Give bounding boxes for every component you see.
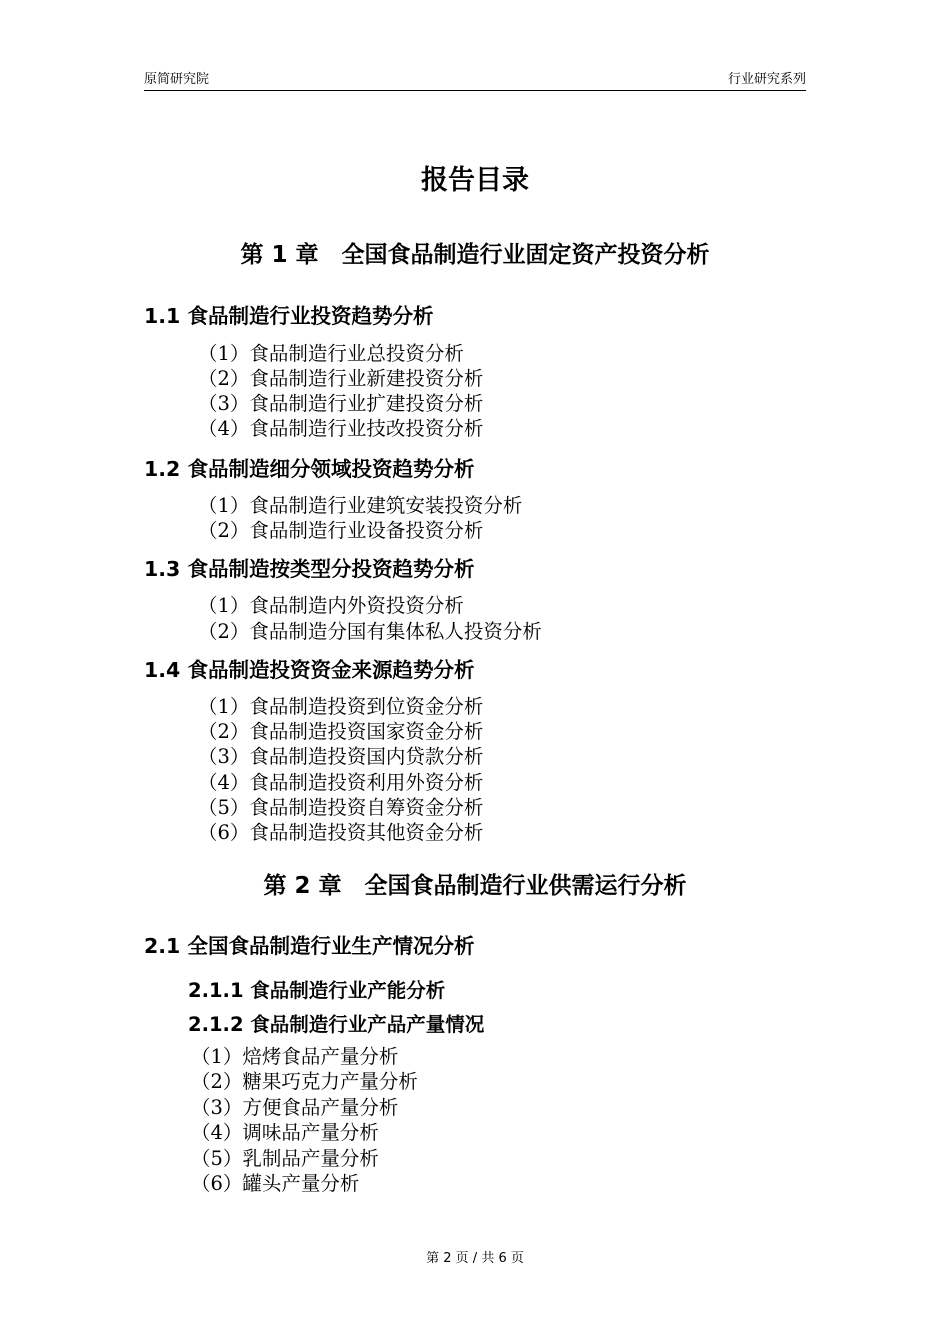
page-header (144, 66, 806, 91)
toc-item: （4）食品制造行业技改投资分析 (198, 417, 484, 440)
toc-item: （3）食品制造行业扩建投资分析 (198, 392, 484, 415)
toc-item: （6）食品制造投资其他资金分析 (198, 821, 484, 844)
document-title: 报告目录 (421, 165, 529, 196)
toc-item: （3）方便食品产量分析 (191, 1096, 399, 1119)
section-1-1: 1.1 食品制造行业投资趋势分析 (144, 304, 434, 328)
toc-item: （2）食品制造投资国家资金分析 (198, 720, 484, 743)
section-1-4: 1.4 食品制造投资资金来源趋势分析 (144, 658, 475, 682)
toc-item: （3）食品制造投资国内贷款分析 (198, 745, 484, 768)
toc-item: （2）食品制造分国有集体私人投资分析 (198, 620, 542, 643)
toc-item: （5）食品制造投资自筹资金分析 (198, 796, 484, 819)
header-org: 原简研究院 (144, 72, 210, 87)
toc-item: （2）食品制造行业新建投资分析 (198, 367, 484, 390)
toc-item: （1）食品制造行业建筑安装投资分析 (198, 494, 523, 517)
header-series: 行业研究系列 (727, 72, 806, 87)
section-1-2: 1.2 食品制造细分领域投资趋势分析 (144, 457, 475, 481)
page-number: 第 2 页 / 共 6 页 (426, 1251, 524, 1266)
toc-item: （4）食品制造投资利用外资分析 (198, 771, 484, 794)
toc-item: （5）乳制品产量分析 (191, 1147, 379, 1170)
toc-item: （6）罐头产量分析 (191, 1172, 360, 1195)
subsection-2-1-1: 2.1.1 食品制造行业产能分析 (188, 979, 446, 1002)
toc-item: （4）调味品产量分析 (191, 1121, 379, 1144)
toc-item: （2）食品制造行业设备投资分析 (198, 519, 484, 542)
subsection-2-1-2: 2.1.2 食品制造行业产品产量情况 (188, 1013, 485, 1036)
toc-item: （2）糖果巧克力产量分析 (191, 1070, 418, 1093)
chapter-2-title: 第 2 章 全国食品制造行业供需运行分析 (263, 873, 687, 899)
toc-item: （1）焙烤食品产量分析 (191, 1045, 399, 1068)
chapter-1-title: 第 1 章 全国食品制造行业固定资产投资分析 (240, 242, 710, 268)
toc-item: （1）食品制造内外资投资分析 (198, 594, 464, 617)
toc-item: （1）食品制造行业总投资分析 (198, 342, 464, 365)
section-1-3: 1.3 食品制造按类型分投资趋势分析 (144, 557, 475, 581)
toc-item: （1）食品制造投资到位资金分析 (198, 695, 484, 718)
section-2-1: 2.1 全国食品制造行业生产情况分析 (144, 934, 475, 958)
